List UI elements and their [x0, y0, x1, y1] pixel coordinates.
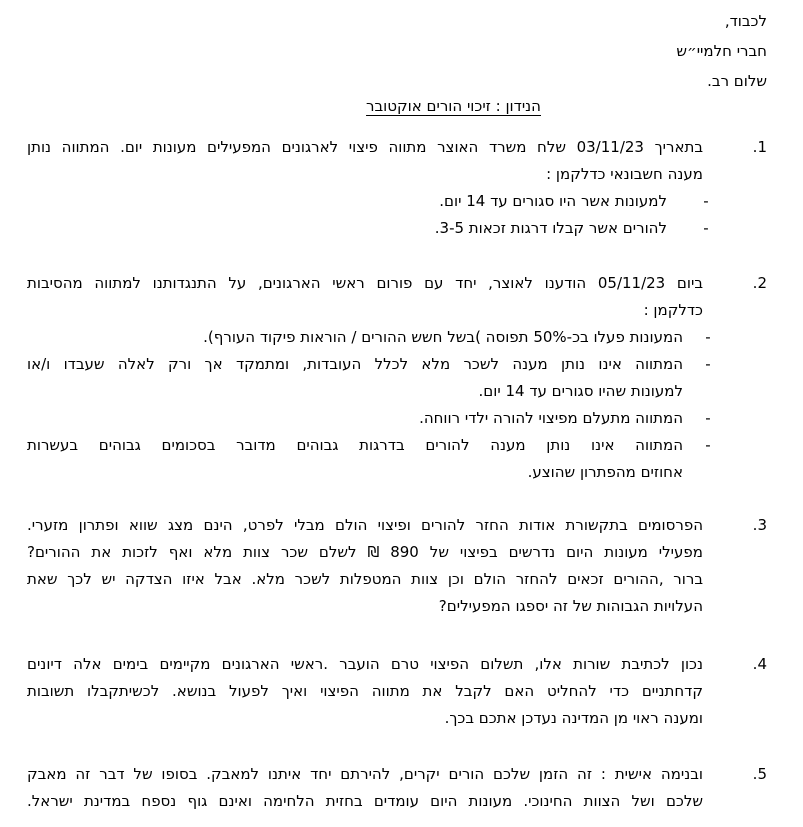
numbered-paragraph-1	[27, 134, 767, 242]
dash-bullet-icon: -	[705, 328, 711, 346]
numbered-paragraph-3	[27, 512, 767, 620]
paragraph-line: שלכם ושל הצוות החינוכי. מעונות היום עומדים בחזית הלחימה ואינם גוף נספח במדינת ישראל.	[27, 792, 703, 810]
bullet-text: המעונות פעלו בכ-50% תפוסה )בשל חשש ההורים / הוראות פיקוד העורף).	[203, 328, 683, 346]
paragraph-number: 1.	[752, 138, 767, 156]
numbered-paragraph-5	[27, 761, 767, 815]
paragraph-line: ביום 05/11/23 הודענו לאוצר, יחד עם פורום ראשי הארגונים, על התנגדותנו למתווה מהסיבות	[27, 274, 703, 292]
bullet-text: המתווה אינו נותן מענה להורים בדרגות גבוהים מדובר בסכומים גבוהים בעשרות	[27, 436, 683, 454]
numbered-paragraph-4	[27, 651, 767, 732]
bullet-text: להורים אשר קבלו דרגות זכאות 3-5.	[434, 219, 667, 237]
subject-line: הנידון : זיכוי הורים אוקטובר	[366, 97, 541, 115]
bullet-text: אחוזים מהפתרון שהוצע.	[527, 463, 683, 481]
numbered-paragraph-2	[27, 270, 767, 486]
bullet-list	[27, 324, 711, 486]
bullet-text: המתווה מתעלם מפיצוי להורה ילדי רווחה.	[419, 409, 683, 427]
list-item	[27, 351, 711, 405]
dash-bullet-icon: -	[703, 192, 709, 210]
greeting-recipients: חברי חלמיי״ש	[676, 42, 767, 60]
list-item	[27, 432, 711, 486]
dash-bullet-icon: -	[705, 409, 711, 427]
paragraph-line: הפרסומים בתקשורת אודות החזר להורים ופיצוי הולם מבלי לפרט, הינם מצג שווא ופתרון מזערי.	[27, 516, 703, 534]
paragraph-number: 2.	[752, 274, 767, 292]
bullet-text: למעונות אשר היו סגורים עד 14 יום.	[439, 192, 667, 210]
paragraph-line: כדלקמן :	[643, 301, 703, 319]
list-item	[27, 215, 709, 242]
paragraph-line: בתאריך 03/11/23 שלח משרד האוצר מתווה פיצוי לארגונים המפעילים מעונות יום. המתווה נותן	[27, 138, 704, 156]
bullet-list	[27, 188, 709, 242]
list-item	[27, 188, 709, 215]
paragraph-line: מפעילי מעונות היום נדרשים בפיצוי של 890 ₪ לשלם שכר צוות מלא ואף לזכות את ההורים?	[27, 543, 703, 561]
paragraph-line: ברור ,ההורים זכאים להחזר הולם וכן צוות המטפלות לשכר מלא. אבל איזו הצדקה יש לכך שאת	[27, 570, 703, 588]
paragraph-line: מענה חשבונאי כדלקמן :	[546, 165, 703, 183]
greeting-to: לכבוד,	[724, 12, 767, 30]
paragraph-line: ומענה ראוי מן המדינה נעדכן אתכם בכך.	[444, 709, 703, 727]
list-item	[27, 324, 711, 351]
greeting-salutation: שלום רב.	[707, 72, 767, 90]
paragraph-line: ובנימה אישית : זה הזמן שלכם הורים יקרים, להירתם יחד איתנו למאבק. בסופו של דבר זה מאבק	[27, 765, 703, 783]
bullet-text: למעונות שהיו סגורים עד 14 יום.	[478, 382, 683, 400]
paragraph-line: העלויות הגבוהות של זה יספגו המפעילים?	[438, 597, 703, 615]
paragraph-line: נכון לכתיבת שורות אלו, תשלום הפיצוי טרם הועבר .ראשי הארגונים מקיימים בימים אלה דיונים	[27, 655, 703, 673]
paragraph-number: 5.	[752, 765, 767, 783]
list-item	[27, 405, 711, 432]
paragraph-number: 3.	[752, 516, 767, 534]
dash-bullet-icon: -	[705, 436, 711, 454]
bullet-text: המתווה אינו נותן מענה לשכר מלא לכלל העובדות, ומתמקד אך ורק לאלה שעבדו ו/או	[27, 355, 683, 373]
paragraph-number: 4.	[752, 655, 767, 673]
paragraph-line: קדחתניים כדי להחליט האם לקבל את מתווה הפיצוי ואיך לפעול בנושא. לכשיתקבלו תשובות	[27, 682, 703, 700]
dash-bullet-icon: -	[705, 355, 711, 373]
dash-bullet-icon: -	[703, 219, 709, 237]
